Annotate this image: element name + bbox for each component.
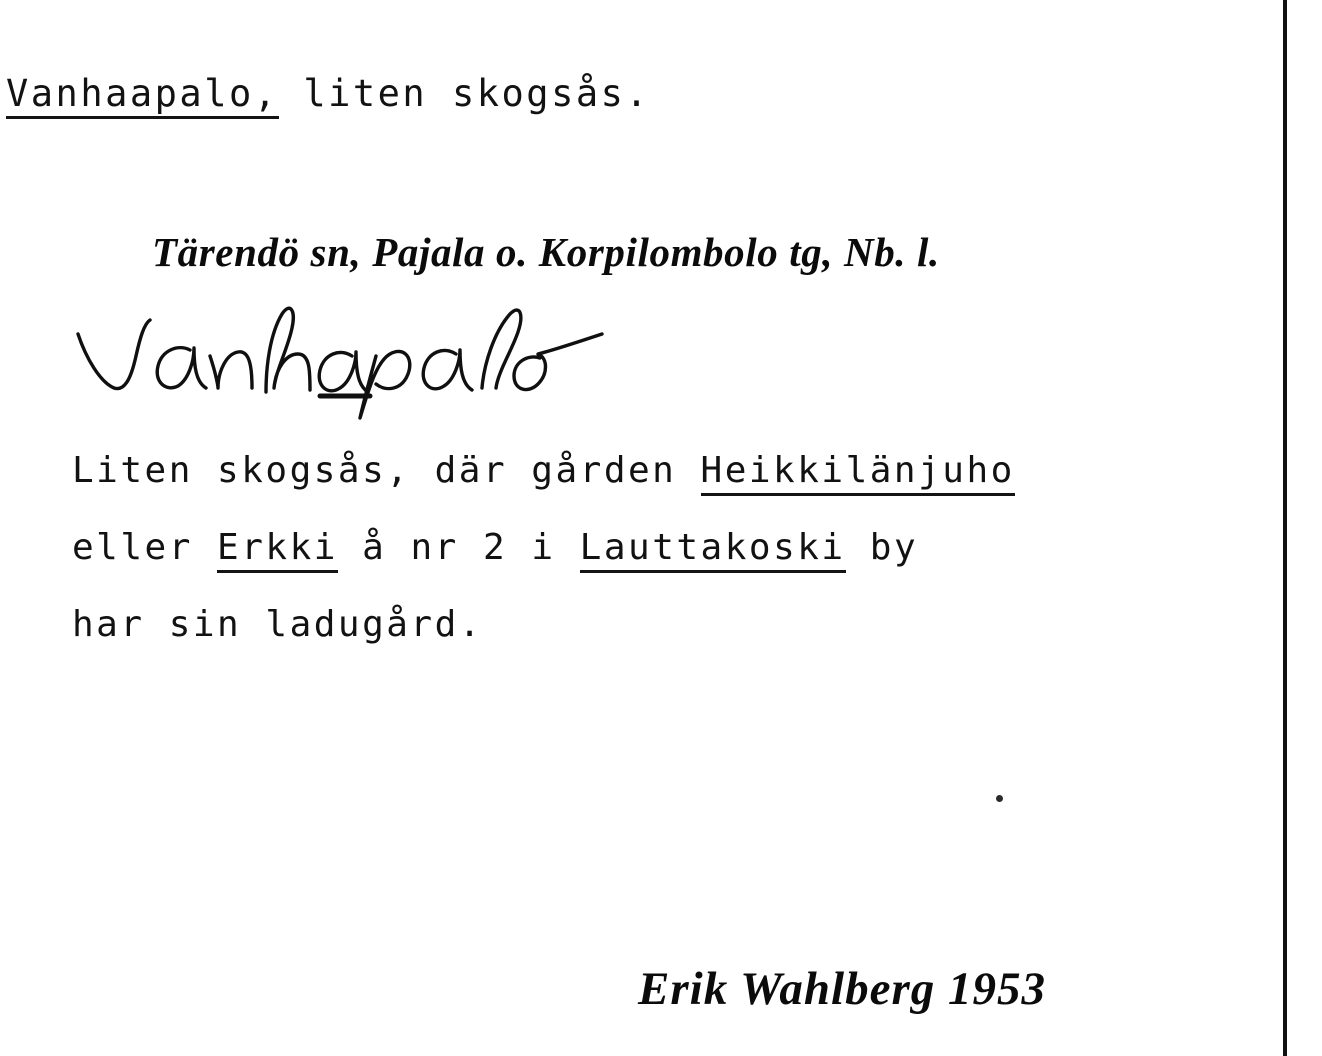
card-edge-rule [1283,0,1287,1056]
farm-name-heikkilanjuho: Heikkilänjuho [701,450,1015,496]
description-line-2-post: by [845,527,919,568]
handwriting-svg [70,300,690,420]
ink-speck [996,795,1003,802]
description-line-2 [72,509,1015,586]
description-line-1-pre: Liten skogsås, där gården [72,450,701,491]
description-line-3: har sin ladugård. [72,604,483,645]
description-line-1 [72,432,1015,509]
farm-name-erkki: Erkki [217,527,338,573]
description-text [72,432,1015,663]
signature-line: Erik Wahlberg 1953 [638,963,1046,1015]
headword-line [6,72,650,116]
headword-term: Vanhaapalo, [6,72,279,119]
place-line: Tärendö sn, Pajala o. Korpilombolo tg, Nb. l. [152,229,940,275]
village-name-lauttakoski: Lauttakoski [580,527,846,573]
headword-gloss: liten skogsås. [278,72,651,115]
handwritten-note [70,300,690,420]
description-line-2-pre: eller [72,527,218,568]
description-line-2-mid: å nr 2 i [337,527,580,568]
